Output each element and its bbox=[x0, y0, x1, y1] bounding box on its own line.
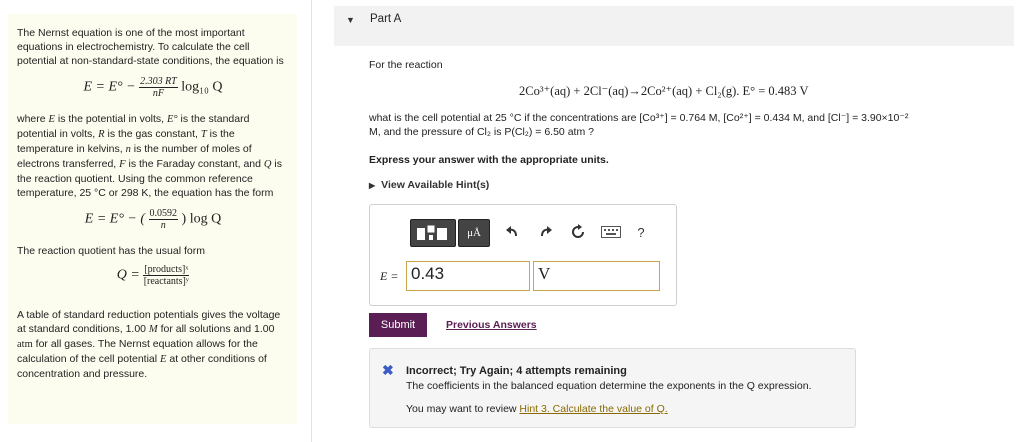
undo-icon[interactable] bbox=[502, 217, 522, 247]
units-button[interactable]: μÅ bbox=[458, 219, 490, 247]
part-a-header[interactable] bbox=[334, 6, 1014, 46]
caret-right-icon: ▶ bbox=[369, 181, 376, 190]
previous-answers-link[interactable]: Previous Answers bbox=[446, 319, 537, 331]
intro-paragraph-4: A table of standard reduction potentials gives the voltage at standard conditions, 1.00 M for all solutions and 1.00 atm for all gases. The Nernst equation allows for the calculation of the cell potential E at other conditions of concentration and pressure. bbox=[17, 309, 281, 380]
feedback-title: Incorrect; Try Again; 4 attempts remaining bbox=[406, 365, 627, 377]
intro-panel bbox=[8, 14, 297, 424]
reaction-equation: 2Co³⁺(aq) + 2Cl⁻(aq)→2Co²⁺(aq) + Cl₂(g). E° = 0.483 V bbox=[519, 84, 809, 98]
keyboard-icon[interactable] bbox=[600, 217, 622, 247]
incorrect-x-icon: ✖ bbox=[382, 362, 394, 378]
nernst-equation: E = E° − $\frac{2.303 RT}{nF}$ log₁₀ Q bbox=[83, 76, 223, 99]
part-title: Part A bbox=[370, 13, 402, 25]
templates-icon bbox=[415, 224, 451, 242]
intro-paragraph-1: The Nernst equation is one of the most important equations in electrochemistry. To calculate the cell potential at non-standard-state conditions, the equation is bbox=[17, 27, 284, 67]
reaction-quotient-equation: Q = $\frac{\text{[products]ˣ}}{\text{[reactants]ʸ}}$ bbox=[116, 264, 189, 287]
feedback-review: You may want to review Hint 3. Calculate the value of Q. bbox=[406, 403, 668, 415]
intro-paragraph-3: The reaction quotient has the usual form bbox=[17, 245, 205, 257]
nernst-equation-25c: E = E° − ( $\frac{0.0592}{n}$ ) log Q bbox=[84, 208, 222, 231]
question-text: what is the cell potential at 25 °C if the concentrations are [Co³⁺] = 0.764 M, [Co²⁺] = 0.434 M, and [Cl⁻] = 3.90×10⁻² M, and the pressure of Cl₂ is P(Cl₂) = 6.50 atm ? bbox=[369, 112, 909, 138]
question-area bbox=[369, 58, 1009, 191]
feedback-message: The coefficients in the balanced equation determine the exponents in the Q expression. bbox=[406, 380, 812, 392]
answer-box bbox=[369, 204, 677, 306]
view-hints-link[interactable]: ▶ View Available Hint(s) bbox=[369, 179, 490, 191]
redo-icon[interactable] bbox=[536, 217, 556, 247]
value-input[interactable]: 0.43 bbox=[406, 261, 530, 291]
collapse-caret-icon[interactable]: ▼ bbox=[346, 15, 355, 25]
panel-divider bbox=[311, 0, 312, 442]
unit-input[interactable]: V bbox=[533, 261, 660, 291]
answer-label: E = bbox=[380, 269, 399, 283]
for-reaction-label: For the reaction bbox=[369, 59, 443, 71]
feedback-box bbox=[369, 348, 856, 428]
answer-instruction: Express your answer with the appropriate units. bbox=[369, 154, 609, 166]
math-toolbar bbox=[410, 217, 645, 249]
help-button[interactable]: ? bbox=[637, 224, 645, 240]
intro-paragraph-2: where E is the potential in volts, E° is the standard potential in volts, R is the gas constant, T is the temperature in kelvins, n is the number of moles of electrons transferred, F is the Faraday constant, and Q is the reaction quotient. Using the common reference temperature, 25 °C or 298 K, the equation has the form bbox=[17, 113, 282, 199]
templates-button[interactable] bbox=[410, 219, 456, 247]
reset-icon[interactable] bbox=[568, 217, 588, 247]
submit-button[interactable]: Submit bbox=[369, 313, 427, 337]
hint-3-link[interactable]: Hint 3. Calculate the value of Q. bbox=[519, 403, 668, 415]
